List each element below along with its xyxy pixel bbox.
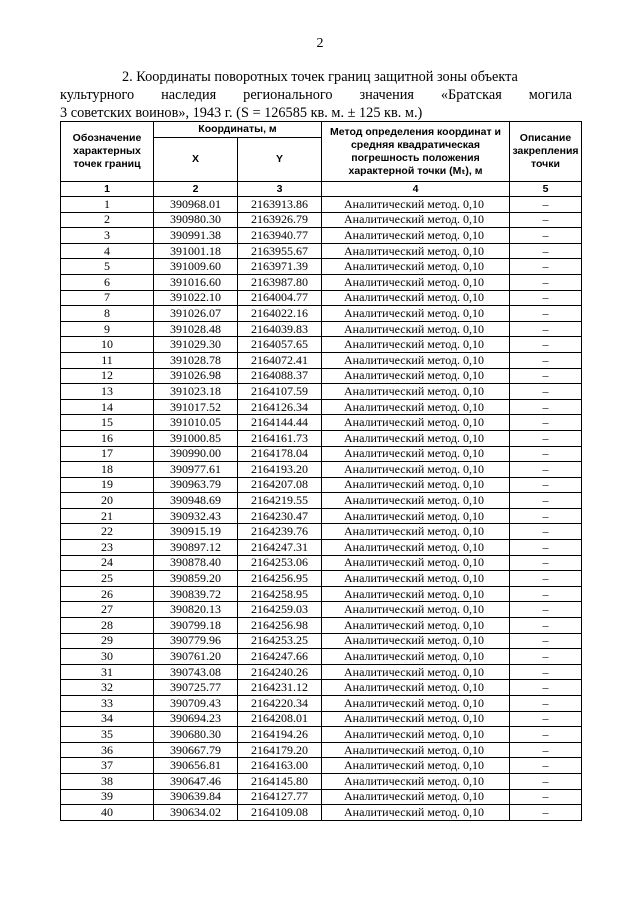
- heading-word: «Братская: [440, 87, 502, 103]
- cell-point-number: 13: [61, 384, 154, 400]
- cell-description: –: [510, 399, 582, 415]
- cell-description: –: [510, 664, 582, 680]
- heading-word: наследия: [161, 87, 217, 103]
- cell-y: 2164256.95: [238, 571, 322, 587]
- cell-method: Аналитический метод. 0,10: [322, 321, 510, 337]
- cell-method: Аналитический метод. 0,10: [322, 228, 510, 244]
- cell-description: –: [510, 789, 582, 805]
- heading-word: культурного: [60, 87, 135, 103]
- cell-y: 2164247.31: [238, 540, 322, 556]
- table-row: [61, 742, 582, 758]
- cell-x: 390915.19: [154, 524, 238, 540]
- cell-description: –: [510, 228, 582, 244]
- table-row: [61, 789, 582, 805]
- table-row: [61, 399, 582, 415]
- cell-point-number: 17: [61, 446, 154, 462]
- cell-x: 390878.40: [154, 555, 238, 571]
- header-x: X: [154, 138, 238, 182]
- cell-point-number: 23: [61, 540, 154, 556]
- heading-line-2: [60, 86, 572, 104]
- cell-y: 2164109.08: [238, 805, 322, 821]
- cell-y: 2164179.20: [238, 742, 322, 758]
- column-number: 5: [510, 182, 582, 197]
- cell-y: 2163971.39: [238, 259, 322, 275]
- column-number: 1: [61, 182, 154, 197]
- cell-point-number: 1: [61, 197, 154, 213]
- column-number: 4: [322, 182, 510, 197]
- cell-y: 2164240.26: [238, 664, 322, 680]
- cell-point-number: 29: [61, 633, 154, 649]
- cell-point-number: 30: [61, 649, 154, 665]
- cell-point-number: 35: [61, 727, 154, 743]
- cell-method: Аналитический метод. 0,10: [322, 758, 510, 774]
- cell-x: 390799.18: [154, 618, 238, 634]
- cell-y: 2163926.79: [238, 212, 322, 228]
- cell-method: Аналитический метод. 0,10: [322, 602, 510, 618]
- cell-method: Аналитический метод. 0,10: [322, 727, 510, 743]
- cell-x: 390647.46: [154, 773, 238, 789]
- cell-x: 391010.05: [154, 415, 238, 431]
- cell-description: –: [510, 430, 582, 446]
- cell-x: 390968.01: [154, 197, 238, 213]
- cell-y: 2164004.77: [238, 290, 322, 306]
- heading-word: регионального: [243, 87, 333, 103]
- cell-point-number: 9: [61, 321, 154, 337]
- heading-word: могила: [528, 87, 572, 103]
- table-row: [61, 430, 582, 446]
- cell-x: 390897.12: [154, 540, 238, 556]
- cell-point-number: 14: [61, 399, 154, 415]
- page-number: 2: [316, 36, 324, 51]
- cell-method: Аналитический метод. 0,10: [322, 415, 510, 431]
- cell-x: 391009.60: [154, 259, 238, 275]
- column-number: 3: [238, 182, 322, 197]
- cell-x: 390977.61: [154, 462, 238, 478]
- cell-y: 2164231.12: [238, 680, 322, 696]
- cell-method: Аналитический метод. 0,10: [322, 352, 510, 368]
- cell-point-number: 25: [61, 571, 154, 587]
- cell-description: –: [510, 618, 582, 634]
- cell-method: Аналитический метод. 0,10: [322, 555, 510, 571]
- cell-x: 390948.69: [154, 493, 238, 509]
- table-row: [61, 586, 582, 602]
- cell-y: 2164220.34: [238, 696, 322, 712]
- cell-description: –: [510, 259, 582, 275]
- cell-x: 390991.38: [154, 228, 238, 244]
- cell-description: –: [510, 368, 582, 384]
- cell-description: –: [510, 524, 582, 540]
- cell-x: 390820.13: [154, 602, 238, 618]
- cell-y: 2164178.04: [238, 446, 322, 462]
- table-row: [61, 540, 582, 556]
- cell-description: –: [510, 352, 582, 368]
- coordinates-table: [60, 121, 582, 821]
- cell-y: 2164247.66: [238, 649, 322, 665]
- table-row: [61, 197, 582, 213]
- cell-x: 391026.07: [154, 306, 238, 322]
- cell-y: 2164144.44: [238, 415, 322, 431]
- cell-description: –: [510, 462, 582, 478]
- cell-y: 2164253.06: [238, 555, 322, 571]
- cell-y: 2164256.98: [238, 618, 322, 634]
- cell-description: –: [510, 415, 582, 431]
- cell-method: Аналитический метод. 0,10: [322, 618, 510, 634]
- table-row: [61, 664, 582, 680]
- cell-y: 2164088.37: [238, 368, 322, 384]
- cell-point-number: 11: [61, 352, 154, 368]
- cell-y: 2163913.86: [238, 197, 322, 213]
- table-row: [61, 773, 582, 789]
- table-row: [61, 243, 582, 259]
- cell-point-number: 19: [61, 477, 154, 493]
- table-row: [61, 711, 582, 727]
- cell-method: Аналитический метод. 0,10: [322, 696, 510, 712]
- cell-description: –: [510, 540, 582, 556]
- cell-method: Аналитический метод. 0,10: [322, 493, 510, 509]
- table-row: [61, 805, 582, 821]
- cell-y: 2164022.16: [238, 306, 322, 322]
- cell-description: –: [510, 337, 582, 353]
- cell-point-number: 20: [61, 493, 154, 509]
- header-desc: Описание закрепления точки: [510, 122, 582, 182]
- table-row: [61, 290, 582, 306]
- cell-method: Аналитический метод. 0,10: [322, 430, 510, 446]
- cell-x: 391016.60: [154, 274, 238, 290]
- cell-y: 2164145.80: [238, 773, 322, 789]
- cell-x: 391023.18: [154, 384, 238, 400]
- cell-description: –: [510, 274, 582, 290]
- cell-description: –: [510, 321, 582, 337]
- cell-description: –: [510, 680, 582, 696]
- cell-method: Аналитический метод. 0,10: [322, 633, 510, 649]
- cell-y: 2164072.41: [238, 352, 322, 368]
- cell-description: –: [510, 197, 582, 213]
- table-row: [61, 696, 582, 712]
- cell-description: –: [510, 477, 582, 493]
- cell-point-number: 31: [61, 664, 154, 680]
- table-row: [61, 727, 582, 743]
- cell-point-number: 12: [61, 368, 154, 384]
- cell-x: 391000.85: [154, 430, 238, 446]
- table-row: [61, 462, 582, 478]
- cell-point-number: 36: [61, 742, 154, 758]
- cell-x: 390743.08: [154, 664, 238, 680]
- table-row: [61, 649, 582, 665]
- cell-description: –: [510, 727, 582, 743]
- table-row: [61, 368, 582, 384]
- cell-y: 2164193.20: [238, 462, 322, 478]
- cell-x: 390667.79: [154, 742, 238, 758]
- cell-description: –: [510, 493, 582, 509]
- cell-method: Аналитический метод. 0,10: [322, 462, 510, 478]
- cell-method: Аналитический метод. 0,10: [322, 524, 510, 540]
- cell-point-number: 26: [61, 586, 154, 602]
- cell-x: 390634.02: [154, 805, 238, 821]
- cell-description: –: [510, 384, 582, 400]
- cell-point-number: 27: [61, 602, 154, 618]
- cell-method: Аналитический метод. 0,10: [322, 243, 510, 259]
- cell-description: –: [510, 586, 582, 602]
- cell-point-number: 34: [61, 711, 154, 727]
- cell-method: Аналитический метод. 0,10: [322, 789, 510, 805]
- cell-y: 2163987.80: [238, 274, 322, 290]
- cell-method: Аналитический метод. 0,10: [322, 337, 510, 353]
- cell-method: Аналитический метод. 0,10: [322, 742, 510, 758]
- cell-x: 390761.20: [154, 649, 238, 665]
- cell-method: Аналитический метод. 0,10: [322, 571, 510, 587]
- cell-x: 390839.72: [154, 586, 238, 602]
- cell-method: Аналитический метод. 0,10: [322, 399, 510, 415]
- cell-description: –: [510, 742, 582, 758]
- cell-description: –: [510, 508, 582, 524]
- table-row: [61, 680, 582, 696]
- cell-description: –: [510, 649, 582, 665]
- header-method: Метод определения координат и средняя квадратическая погрешность положения характерной точки (Mₜ), м: [322, 122, 510, 182]
- cell-x: 390656.81: [154, 758, 238, 774]
- table-row: [61, 415, 582, 431]
- cell-y: 2164239.76: [238, 524, 322, 540]
- table-row: [61, 306, 582, 322]
- table-row: [61, 321, 582, 337]
- cell-point-number: 8: [61, 306, 154, 322]
- cell-method: Аналитический метод. 0,10: [322, 680, 510, 696]
- cell-point-number: 37: [61, 758, 154, 774]
- cell-y: 2164126.34: [238, 399, 322, 415]
- column-number: 2: [154, 182, 238, 197]
- cell-y: 2164259.03: [238, 602, 322, 618]
- cell-point-number: 5: [61, 259, 154, 275]
- heading-line-3: 3 советских воинов», 1943 г. (S = 126585 кв. м. ± 125 кв. м.): [60, 105, 423, 121]
- cell-point-number: 21: [61, 508, 154, 524]
- cell-y: 2163940.77: [238, 228, 322, 244]
- cell-method: Аналитический метод. 0,10: [322, 805, 510, 821]
- header-coords: Координаты, м: [154, 122, 322, 138]
- cell-x: 391017.52: [154, 399, 238, 415]
- cell-point-number: 22: [61, 524, 154, 540]
- cell-method: Аналитический метод. 0,10: [322, 540, 510, 556]
- cell-method: Аналитический метод. 0,10: [322, 212, 510, 228]
- cell-x: 390694.23: [154, 711, 238, 727]
- cell-point-number: 40: [61, 805, 154, 821]
- cell-point-number: 16: [61, 430, 154, 446]
- cell-y: 2163955.67: [238, 243, 322, 259]
- cell-point-number: 33: [61, 696, 154, 712]
- cell-x: 390932.43: [154, 508, 238, 524]
- table-row: [61, 508, 582, 524]
- header-point: Обозначение характерных точек границ: [61, 122, 154, 182]
- cell-y: 2164039.83: [238, 321, 322, 337]
- cell-point-number: 24: [61, 555, 154, 571]
- cell-point-number: 4: [61, 243, 154, 259]
- table-row: [61, 274, 582, 290]
- cell-method: Аналитический метод. 0,10: [322, 446, 510, 462]
- cell-x: 390725.77: [154, 680, 238, 696]
- cell-x: 391001.18: [154, 243, 238, 259]
- cell-method: Аналитический метод. 0,10: [322, 508, 510, 524]
- cell-point-number: 32: [61, 680, 154, 696]
- cell-description: –: [510, 555, 582, 571]
- cell-description: –: [510, 602, 582, 618]
- table-row: [61, 633, 582, 649]
- cell-x: 391028.78: [154, 352, 238, 368]
- header-y: Y: [238, 138, 322, 182]
- cell-y: 2164057.65: [238, 337, 322, 353]
- cell-y: 2164161.73: [238, 430, 322, 446]
- cell-description: –: [510, 805, 582, 821]
- table-row: [61, 524, 582, 540]
- cell-description: –: [510, 212, 582, 228]
- cell-x: 390980.30: [154, 212, 238, 228]
- cell-point-number: 10: [61, 337, 154, 353]
- table-row: [61, 228, 582, 244]
- cell-x: 391028.48: [154, 321, 238, 337]
- table-row: [61, 384, 582, 400]
- cell-method: Аналитический метод. 0,10: [322, 274, 510, 290]
- cell-method: Аналитический метод. 0,10: [322, 368, 510, 384]
- cell-description: –: [510, 571, 582, 587]
- table-row: [61, 571, 582, 587]
- cell-y: 2164194.26: [238, 727, 322, 743]
- cell-description: –: [510, 696, 582, 712]
- cell-description: –: [510, 306, 582, 322]
- cell-method: Аналитический метод. 0,10: [322, 290, 510, 306]
- cell-method: Аналитический метод. 0,10: [322, 197, 510, 213]
- cell-x: 390963.79: [154, 477, 238, 493]
- table-row: [61, 446, 582, 462]
- table-row: [61, 555, 582, 571]
- cell-y: 2164127.77: [238, 789, 322, 805]
- cell-y: 2164253.25: [238, 633, 322, 649]
- cell-method: Аналитический метод. 0,10: [322, 306, 510, 322]
- cell-point-number: 7: [61, 290, 154, 306]
- table-row: [61, 758, 582, 774]
- cell-method: Аналитический метод. 0,10: [322, 664, 510, 680]
- cell-point-number: 38: [61, 773, 154, 789]
- cell-point-number: 2: [61, 212, 154, 228]
- table-row: [61, 212, 582, 228]
- cell-point-number: 6: [61, 274, 154, 290]
- cell-y: 2164219.55: [238, 493, 322, 509]
- cell-description: –: [510, 633, 582, 649]
- cell-description: –: [510, 711, 582, 727]
- cell-method: Аналитический метод. 0,10: [322, 649, 510, 665]
- cell-point-number: 28: [61, 618, 154, 634]
- table-row: [61, 352, 582, 368]
- cell-x: 391029.30: [154, 337, 238, 353]
- cell-y: 2164230.47: [238, 508, 322, 524]
- table-row: [61, 493, 582, 509]
- cell-method: Аналитический метод. 0,10: [322, 384, 510, 400]
- cell-x: 390859.20: [154, 571, 238, 587]
- cell-x: 390680.30: [154, 727, 238, 743]
- section-heading: [60, 68, 572, 122]
- cell-y: 2164258.95: [238, 586, 322, 602]
- heading-line-1: 2. Координаты поворотных точек границ защитной зоны объекта: [122, 69, 518, 85]
- cell-method: Аналитический метод. 0,10: [322, 586, 510, 602]
- cell-description: –: [510, 290, 582, 306]
- table-row: [61, 259, 582, 275]
- cell-y: 2164208.01: [238, 711, 322, 727]
- cell-method: Аналитический метод. 0,10: [322, 477, 510, 493]
- cell-point-number: 39: [61, 789, 154, 805]
- table-row: [61, 477, 582, 493]
- cell-method: Аналитический метод. 0,10: [322, 773, 510, 789]
- heading-word: значения: [359, 87, 414, 103]
- cell-description: –: [510, 446, 582, 462]
- cell-x: 391026.98: [154, 368, 238, 384]
- cell-x: 390779.96: [154, 633, 238, 649]
- cell-description: –: [510, 773, 582, 789]
- cell-y: 2164207.08: [238, 477, 322, 493]
- cell-x: 390709.43: [154, 696, 238, 712]
- cell-y: 2164107.59: [238, 384, 322, 400]
- cell-description: –: [510, 243, 582, 259]
- cell-description: –: [510, 758, 582, 774]
- table-row: [61, 618, 582, 634]
- cell-x: 391022.10: [154, 290, 238, 306]
- cell-point-number: 18: [61, 462, 154, 478]
- column-number-row: [61, 182, 582, 197]
- table-row: [61, 337, 582, 353]
- table-row: [61, 602, 582, 618]
- cell-point-number: 3: [61, 228, 154, 244]
- cell-y: 2164163.00: [238, 758, 322, 774]
- cell-method: Аналитический метод. 0,10: [322, 259, 510, 275]
- cell-x: 390639.84: [154, 789, 238, 805]
- cell-x: 390990.00: [154, 446, 238, 462]
- cell-method: Аналитический метод. 0,10: [322, 711, 510, 727]
- cell-point-number: 15: [61, 415, 154, 431]
